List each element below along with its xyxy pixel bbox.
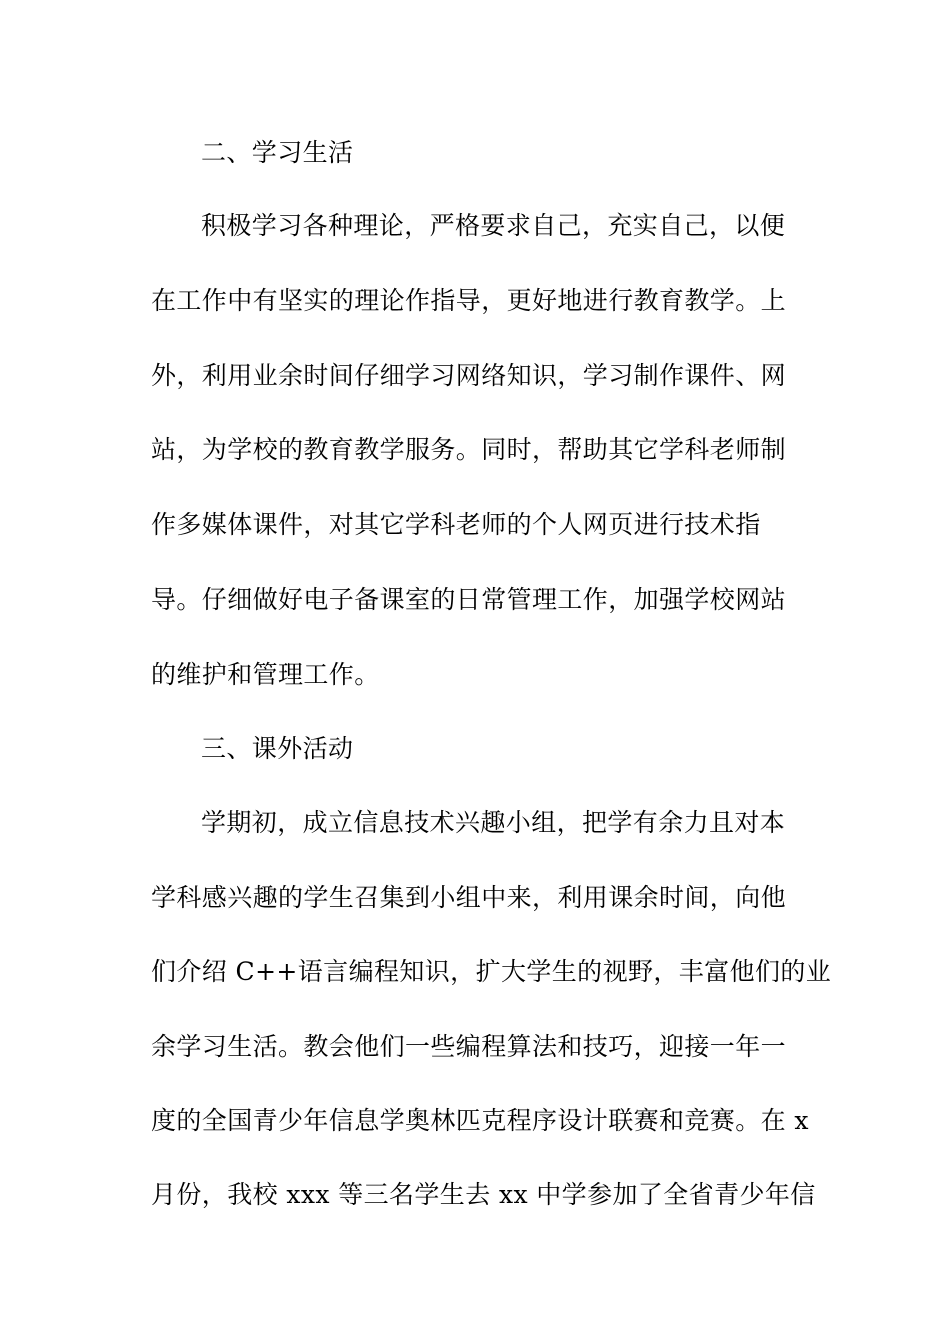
paragraph-line: 余学习生活。教会他们一些编程算法和技巧，迎接一年一 bbox=[151, 1032, 787, 1061]
paragraph-line: 学期初，成立信息技术兴趣小组，把学有余力且对本 bbox=[201, 808, 786, 837]
paragraph-line: 月份，我校 xxx 等三名学生去 xx 中学参加了全省青少年信 bbox=[151, 1180, 816, 1209]
paragraph-line: 外，利用业余时间仔细学习网络知识，学习制作课件、网 bbox=[151, 361, 787, 390]
paragraph-line: 站，为学校的教育教学服务。同时，帮助其它学科老师制 bbox=[151, 435, 787, 464]
paragraph-line: 度的全国青少年信息学奥林匹克程序设计联赛和竞赛。在 x bbox=[151, 1106, 809, 1135]
paragraph-line: 导。仔细做好电子备课室的日常管理工作，加强学校网站 bbox=[151, 585, 787, 614]
paragraph-line: 在工作中有坚实的理论作指导，更好地进行教育教学。上 bbox=[151, 286, 787, 315]
paragraph-line: 积极学习各种理论，严格要求自己，充实自己，以便 bbox=[201, 211, 786, 240]
section-heading-extracurricular: 三、课外活动 bbox=[201, 734, 354, 763]
paragraph-line: 们介绍 C++语言编程知识，扩大学生的视野，丰富他们的业 bbox=[151, 957, 832, 986]
section-heading-study-life: 二、学习生活 bbox=[201, 138, 354, 167]
paragraph-line: 作多媒体课件，对其它学科老师的个人网页进行技术指 bbox=[151, 510, 761, 539]
paragraph-line: 学科感兴趣的学生召集到小组中来，利用课余时间，向他 bbox=[151, 883, 787, 912]
paragraph-line: 的维护和管理工作。 bbox=[151, 660, 380, 689]
